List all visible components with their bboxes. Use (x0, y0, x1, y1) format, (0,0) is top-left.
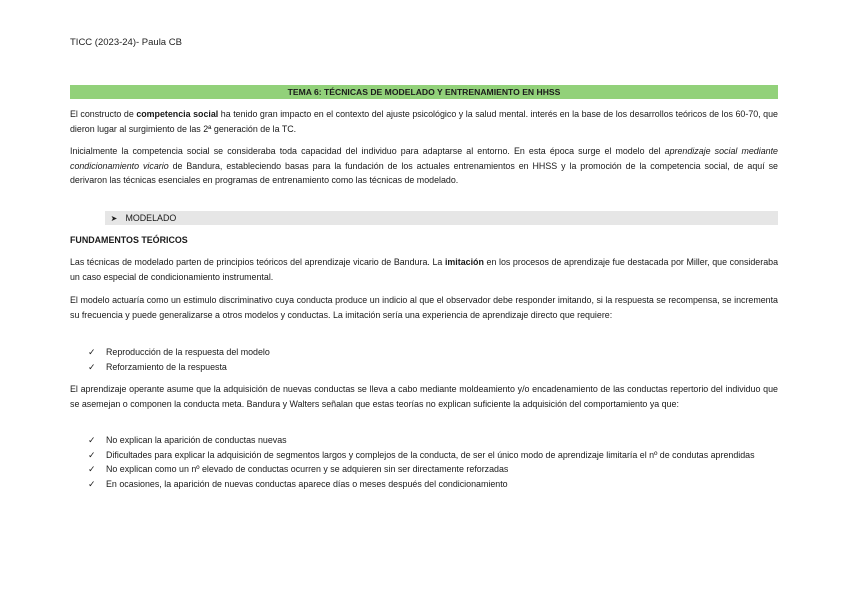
intro-paragraph-2 (70, 144, 778, 188)
list-item (88, 345, 778, 360)
list-item-text: No explican la aparición de conductas nuevas (106, 435, 287, 445)
list-item-text: Reforzamiento de la respuesta (106, 361, 227, 372)
check-icon: ✓ (88, 449, 96, 460)
topic-title: TEMA 6: TÉCNICAS DE MODELADO Y ENTRENAMIENTO EN HHSS (70, 85, 778, 99)
bold-term: competencia social (136, 109, 219, 119)
list-item (88, 360, 778, 375)
arrow-bullet-icon: ➤ (110, 214, 118, 223)
check-icon: ✓ (88, 464, 96, 474)
limitations-list (88, 433, 778, 491)
text-run: Las técnicas de modelado parten de principios teóricos del aprendizaje vicario de Bandura. La (70, 257, 445, 267)
fundamentos-paragraph-3: El aprendizaje operante asume que la adquisición de nuevas conductas se lleva a cabo mediante moldeamiento y/o encadenamiento de las conductas repertorio del individuo que se asemejan o componen la conducta meta. Bandura y Walters señalan que estas teorías no explican suficiente la adquisición del comportamiento ya que: (70, 384, 778, 409)
list-item-text: En ocasiones, la aparición de nuevas conductas aparece días o meses después del condicionamiento (106, 478, 508, 489)
text-run: ha tenido gran impacto en el contexto del ajuste psicológico y la salud mental. interés en la base de los desarrollos teóricos de los 60-70, que dieron lugar al surgimiento de las 2ª generación de la TC. (70, 109, 778, 134)
fundamentos-paragraph-2: El modelo actuaría como un estimulo discriminativo cuya conducta produce un indicio al que el observador debe responder imitando, si la respuesta se recompensa, se incrementa su frecuencia y puede generalizarse a otros modelos y conductas. La imitación sería una experiencia de aprendizaje directo que requiere: (70, 295, 778, 320)
text-run: Inicialmente la competencia social se consideraba toda capacidad del individuo para adaptarse al entorno. En esta época surge el modelo del (70, 146, 665, 156)
list-item (88, 448, 778, 463)
fundamentos-paragraph-1 (70, 255, 778, 284)
list-item (88, 433, 778, 448)
intro-paragraph-1 (70, 107, 778, 136)
list-item (88, 462, 778, 477)
check-icon: ✓ (88, 435, 96, 445)
fundamentos-heading: FUNDAMENTOS TEÓRICOS (70, 235, 188, 245)
list-item (88, 477, 778, 492)
italic-term: aprendizaje social mediante condicionamiento vicario (70, 146, 778, 171)
text-run: en los procesos de aprendizaje fue destacada por Miller, que consideraba un caso especial de condicionamiento instrumental. (70, 257, 778, 282)
check-icon: ✓ (88, 347, 96, 357)
check-icon: ✓ (88, 361, 96, 372)
list-item-text: Dificultades para explicar la adquisición de segmentos largos y complejos de la conducta, de ser el único modo de aprendizaje limitaría el nº de condutas aprendidas (106, 449, 755, 460)
check-icon: ✓ (88, 478, 96, 489)
list-item-text: No explican como un nº elevado de conductas ocurren y se adquieren sin ser directamente reforzadas (106, 464, 509, 474)
page-header: TICC (2023-24)- Paula CB (70, 37, 182, 48)
requirements-list (88, 345, 778, 374)
list-item-text: Reproducción de la respuesta del modelo (106, 347, 270, 357)
section-label: MODELADO (125, 213, 177, 223)
section-heading-modelado (105, 211, 778, 225)
text-run: El constructo de (70, 109, 137, 119)
text-run: de Bandura, estableciendo basas para la fundación de los actuales entrenamientos en HHSS y la promoción de la competencia social, de aquí se derivaron las técnicas esenciales en programas de entrenamiento como las técnicas de modelado. (70, 160, 778, 185)
bold-term: imitación (444, 257, 484, 267)
